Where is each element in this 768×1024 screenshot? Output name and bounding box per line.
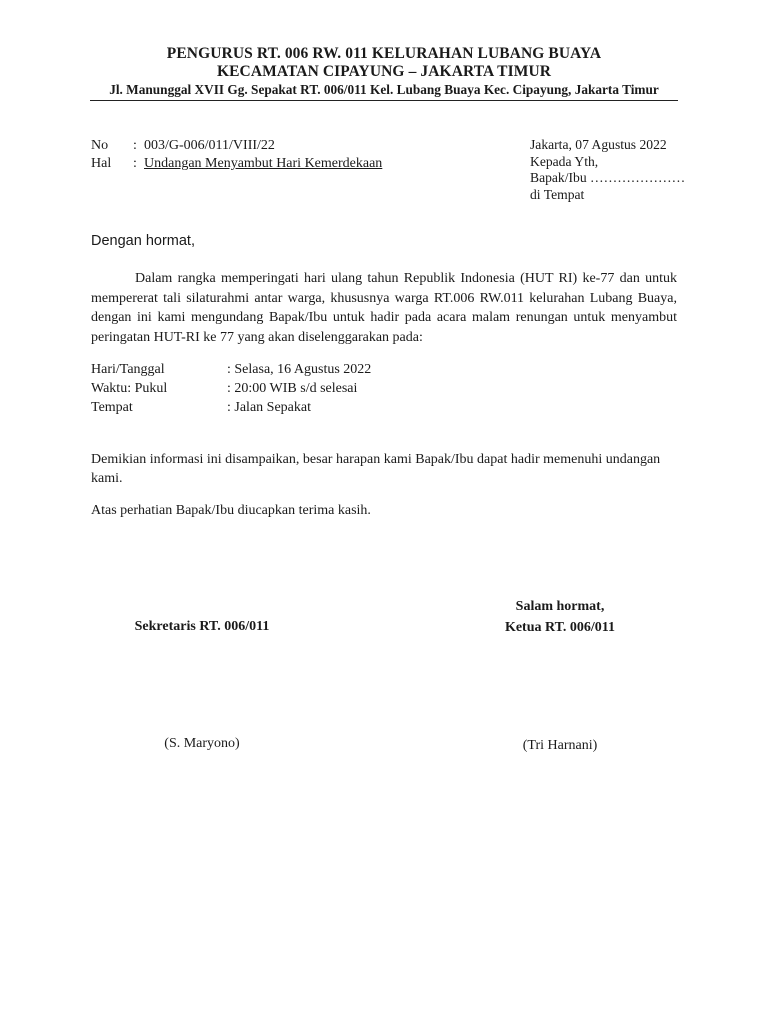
letterhead-divider <box>90 100 678 101</box>
letterhead-title: PENGURUS RT. 006 RW. 011 KELURAHAN LUBANG BUAYA <box>166 45 602 62</box>
event-detail-value: : 20:00 WIB s/d selesai <box>227 381 358 396</box>
thanks-line: Atas perhatian Bapak/Ibu diucapkan terima kasih. <box>91 503 371 518</box>
letterhead <box>88 45 680 98</box>
chairman-name: (Tri Harnani) <box>522 738 598 753</box>
event-detail-row <box>91 379 371 398</box>
signature-secretary <box>100 616 304 637</box>
place-date: Jakarta, 07 Agustus 2022 <box>530 137 667 152</box>
chairman-title: Ketua RT. 006/011 <box>504 620 616 635</box>
letter-meta <box>91 137 382 173</box>
event-detail-value: : Jalan Sepakat <box>227 400 311 415</box>
event-details <box>91 360 371 417</box>
letterhead-subtitle: KECAMATAN CIPAYUNG – JAKARTA TIMUR <box>216 63 552 80</box>
body-paragraph <box>91 269 677 347</box>
greeting: Dengan hormat, <box>91 233 195 249</box>
letter-number-label: No <box>91 138 109 153</box>
secretary-name: (S. Maryono) <box>164 736 240 751</box>
event-detail-label: Hari/Tanggal <box>91 362 165 377</box>
letter-subject-value: Undangan Menyambut Hari Kemerdekaan <box>144 156 383 171</box>
letter-number-value: 003/G-006/011/VIII/22 <box>144 138 275 153</box>
recipient-location: di Tempat <box>530 186 585 202</box>
separator: : <box>133 138 137 153</box>
recipient-to: Kepada Yth, <box>530 153 599 169</box>
letter-subject-row <box>91 155 382 173</box>
event-detail-row <box>91 360 371 379</box>
recipient-block <box>530 137 685 203</box>
secretary-title: Sekretaris RT. 006/011 <box>134 619 270 634</box>
event-detail-row <box>91 398 371 417</box>
closing-paragraph: Demikian informasi ini disampaikan, besar harapan kami Bapak/Ibu dapat hadir memenuhi undangan kami. <box>91 452 661 486</box>
recipient-name: Bapak/Ibu ………………… <box>530 170 686 185</box>
letter-subject-label: Hal <box>91 156 112 171</box>
signature-chairman <box>460 596 660 638</box>
event-detail-value: : Selasa, 16 Agustus 2022 <box>227 362 372 377</box>
separator: : <box>133 156 137 171</box>
body-paragraph-text: Dalam rangka memperingati hari ulang tahun Republik Indonesia (HUT RI) ke-77 dan untuk mempererat tali silaturahmi antar warga, khususnya warga RT.006 RW.011 kelurahan Lubang Buaya, dengan ini kami mengundang Bapak/Ibu untuk hadir pada acara malam renungan untuk menyambut peringatan HUT-RI ke 77 yang akan diselenggarakan pada: <box>91 271 677 345</box>
event-detail-label: Waktu: Pukul <box>91 381 168 396</box>
letterhead-address: Jl. Manunggal XVII Gg. Sepakat RT. 006/011 Kel. Lubang Buaya Kec. Cipayung, Jakarta Timur <box>109 82 659 97</box>
letter-number-row <box>91 137 382 155</box>
closing-salutation: Salam hormat, <box>515 599 605 614</box>
event-detail-label: Tempat <box>91 400 133 415</box>
